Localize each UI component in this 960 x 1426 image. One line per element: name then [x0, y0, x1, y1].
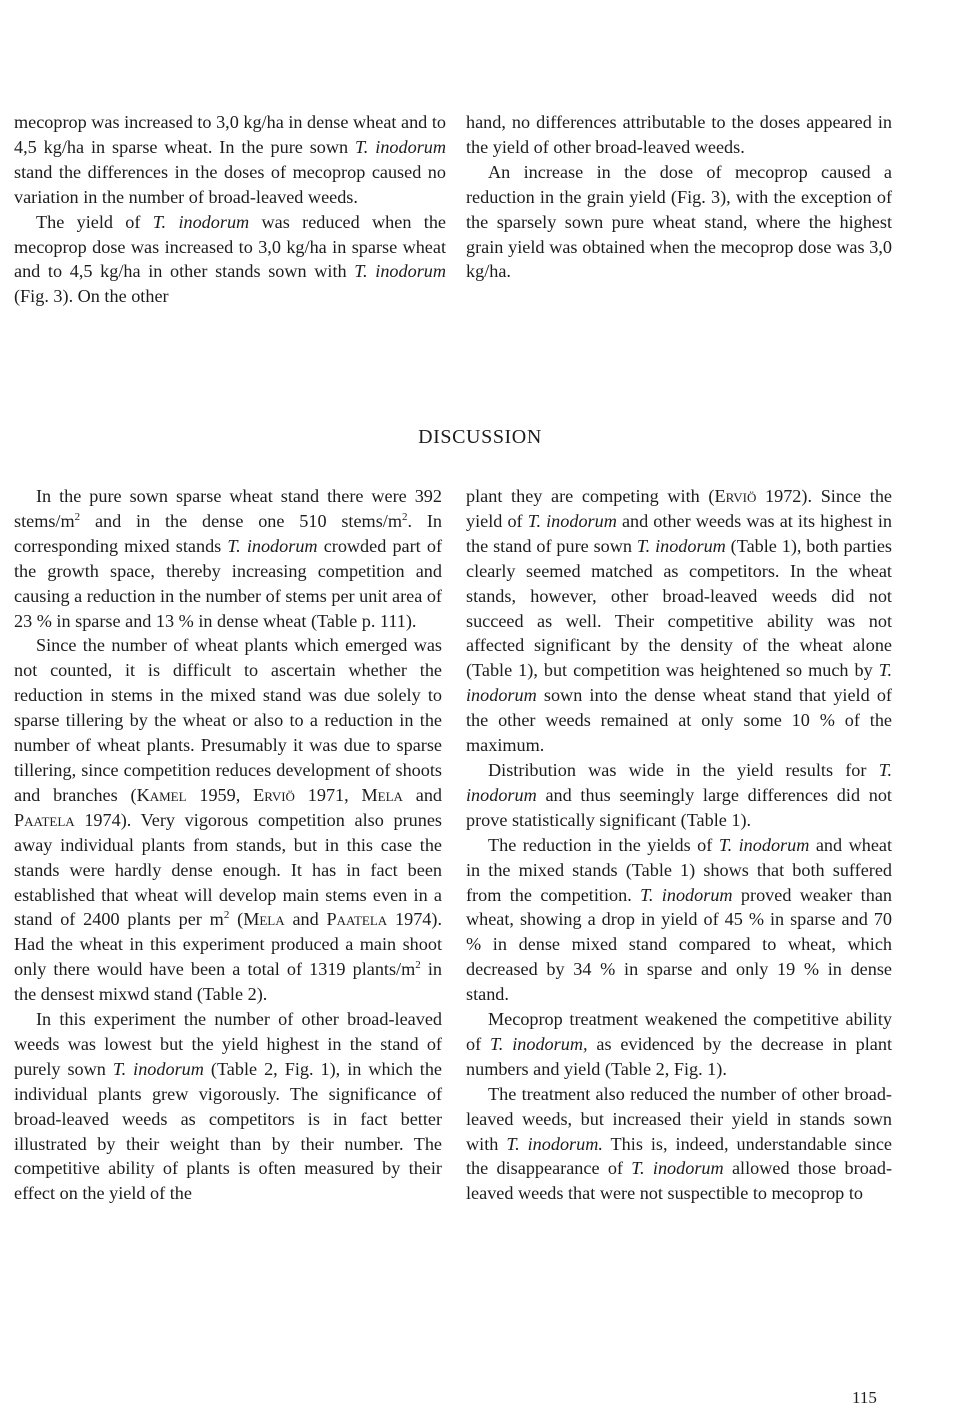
- section-heading: DISCUSSION: [418, 426, 542, 448]
- paragraph: In the pure sown sparse wheat stand there were 392 stems/$m^2$ and in the dense one 510 stems/$m^2$. In corresponding mixed stands T. inodorum crowded part of the growth space, thereby increasing competition and causing a reduction in the number of stems per unit area of 23 % in sparse and 13 % in dense wheat (Table p. 111).: [14, 486, 443, 631]
- discussion-right-column: [466, 484, 892, 1206]
- page-number: 115: [852, 1388, 877, 1407]
- paragraph: The yield of T. inodorum was reduced when the mecoprop dose was increased to 3,0 kg/ha in sparse wheat and to 4,5 kg/ha in other stands sown with T. inodorum (Fig. 3). On the other: [14, 211, 447, 307]
- paragraph: Mecoprop treatment weakened the competitive ability of T. inodorum, as evidenced by the decrease in plant numbers and yield (Table 2, Fig. 1).: [466, 1009, 892, 1079]
- top-right-column: [466, 110, 892, 284]
- paragraph: An increase in the dose of mecoprop caused a reduction in the grain yield (Fig. 3), with the exception of the sparsely sown pure wheat stand, where the highest grain yield was obtained when the mecoprop dose was 3,0 kg/ha.: [466, 161, 893, 282]
- paragraph: Since the number of wheat plants which emerged was not counted, it is difficult to ascertain whether the reduction in stems in the mixed stand was due solely to sparse tillering by the wheat or also to a reduction in the number of wheat plants. Presumably it was due to sparse tillering, since competition reduces development of shoots and branches (Kamel 1959, Erviö 1971, Mela and Paatela 1974). Very vigorous competition also prunes away individual plants from stands, but in this case the stands were hardly dense enough. It has in fact been established that wheat will develop main stems even in a stand of 2400 plants per $m^2$ (Mela and Paatela 1974). Had the wheat in this experiment produced a main shoot only there would have been a total of 1319 plants/$m^2$ in the densest mixwd stand (Table 2).: [14, 635, 443, 1005]
- paragraph: mecoprop was increased to 3,0 kg/ha in dense wheat and to 4,5 kg/ha in sparse wheat. In the pure sown T. inodorum stand the differences in the doses of mecoprop caused no variation in the number of broad-leaved weeds.: [14, 112, 447, 207]
- paragraph: In this experiment the number of other broad-leaved weeds was lowest but the yield highest in the stand of purely sown T. inodorum (Table 2, Fig. 1), in which the individual plants grew vigorously. The significance of broad-leaved weeds as competitors is in fact better illustrated by their weight than by their number. The competitive ability of plants is often measured by their effect on the yield of the: [14, 1009, 442, 1204]
- paragraph: The treatment also reduced the number of other broad-leaved weeds, but increased their yield in stands sown with T. inodorum. This is, indeed, understandable since the disappearance of T. inodorum allowed those broad-leaved weeds that were not suspectible to mecoprop to: [466, 1083, 893, 1204]
- paragraph: plant they are competing with (Erviö 1972). Since the yield of T. inodorum and other weeds was at its highest in the stand of pure sown T. inodorum (Table 1), both parties clearly seemed matched as competitors. In the wheat stands, however, other broad-leaved weeds did not succeed as well. Their competitive ability was not affected significant by the density of the wheat alone (Table 1), but competition was heightened so much by T. inodorum sown into the dense wheat stand that yield of the other weeds remained at only some 10 % of the maximum.: [466, 486, 893, 756]
- top-left-column: [14, 110, 446, 309]
- paragraph: The reduction in the yields of T. inodorum and wheat in the mixed stands (Table 1) shows that both suffered from the competition. T. inodorum proved weaker than wheat, showing a drop in yield of 45 % in sparse and 70 % in dense mixed stand compared to wheat, which decreased by 34 % in sparse and only 19 % in dense stand.: [466, 834, 893, 1005]
- paragraph: hand, no differences attributable to the doses appeared in the yield of other broad-leaved weeds.: [466, 112, 893, 157]
- discussion-left-column: [14, 484, 442, 1206]
- paragraph: Distribution was wide in the yield results for T. inodorum and thus seemingly large differences did not prove statistically significant (Table 1).: [466, 759, 892, 830]
